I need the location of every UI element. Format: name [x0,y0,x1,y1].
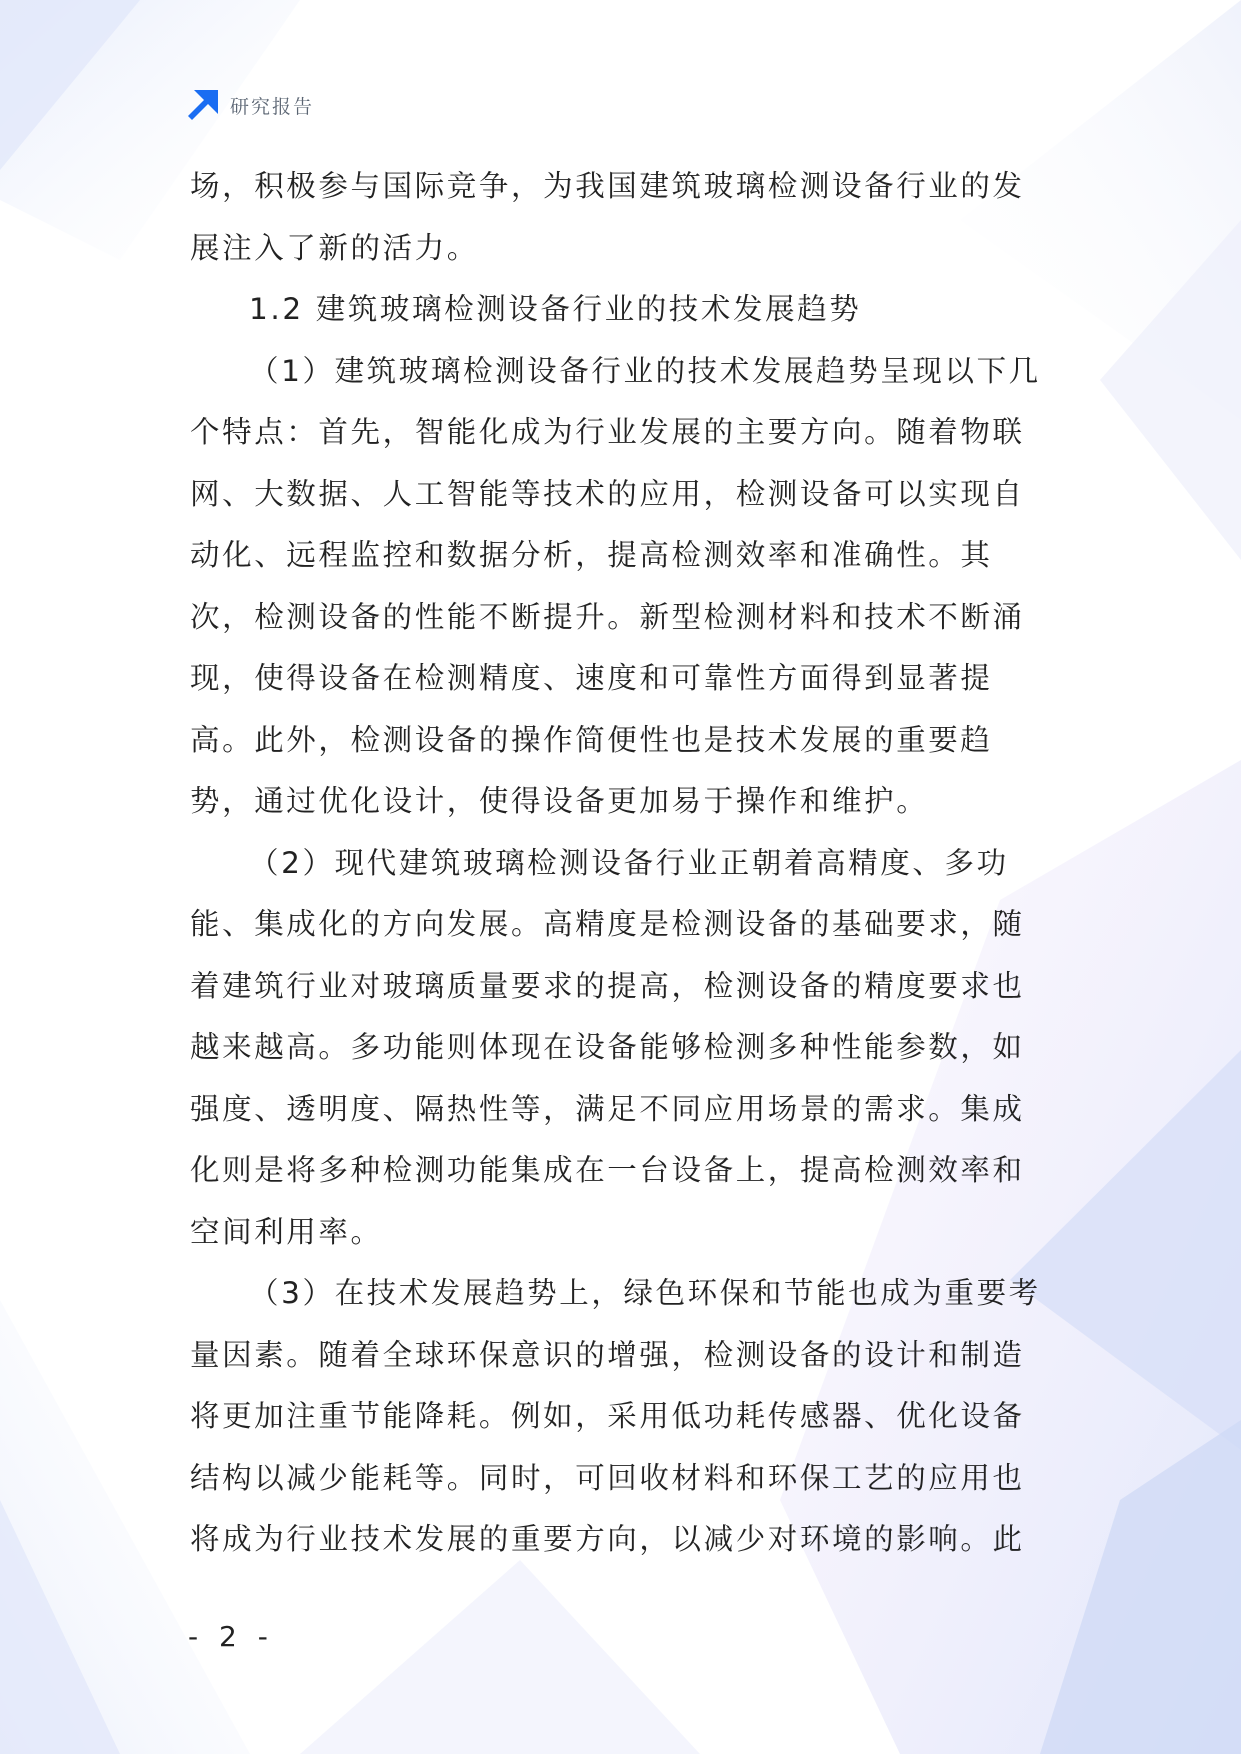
document-body [190,156,1050,1571]
page-number: - 2 - [188,1620,274,1653]
paragraph-1: （1）建筑玻璃检测设备行业的技术发展趋势呈现以下几个特点：首先，智能化成为行业发展的主要方向。随着物联网、大数据、人工智能等技术的应用，检测设备可以实现自动化、远程监控和数据分析，提高检测效率和准确性。其次，检测设备的性能不断提升。新型检测材料和技术不断涌现，使得设备在检测精度、速度和可靠性方面得到显著提高。此外，检测设备的操作简便性也是技术发展的重要趋势，通过优化设计，使得设备更加易于操作和维护。 [190,353,1041,818]
report-header [186,88,314,122]
paragraph-2: （2）现代建筑玻璃检测设备行业正朝着高精度、多功能、集成化的方向发展。高精度是检测设备的基础要求，随着建筑行业对玻璃质量要求的提高，检测设备的精度要求也越来越高。多功能则体现在设备能够检测多种性能参数，如强度、透明度、隔热性等，满足不同应用场景的需求。集成化则是将多种检测功能集成在一台设备上，提高检测效率和空间利用率。 [190,845,1025,1249]
paragraph-3: （3）在技术发展趋势上，绿色环保和节能也成为重要考量因素。随着全球环保意识的增强，检测设备的设计和制造将更加注重节能降耗。例如，采用低功耗传感器、优化设备结构以减少能耗等。同时，可回收材料和环保工艺的应用也将成为行业技术发展的重要方向，以减少对环境的影响。此 [190,1276,1041,1556]
arrow-up-right-icon [186,88,220,122]
section-heading: 1.2 建筑玻璃检测设备行业的技术发展趋势 [249,292,862,326]
header-title: 研究报告 [230,95,315,118]
intro-continuation: 场，积极参与国际竞争，为我国建筑玻璃检测设备行业的发展注入了新的活力。 [190,169,1025,265]
